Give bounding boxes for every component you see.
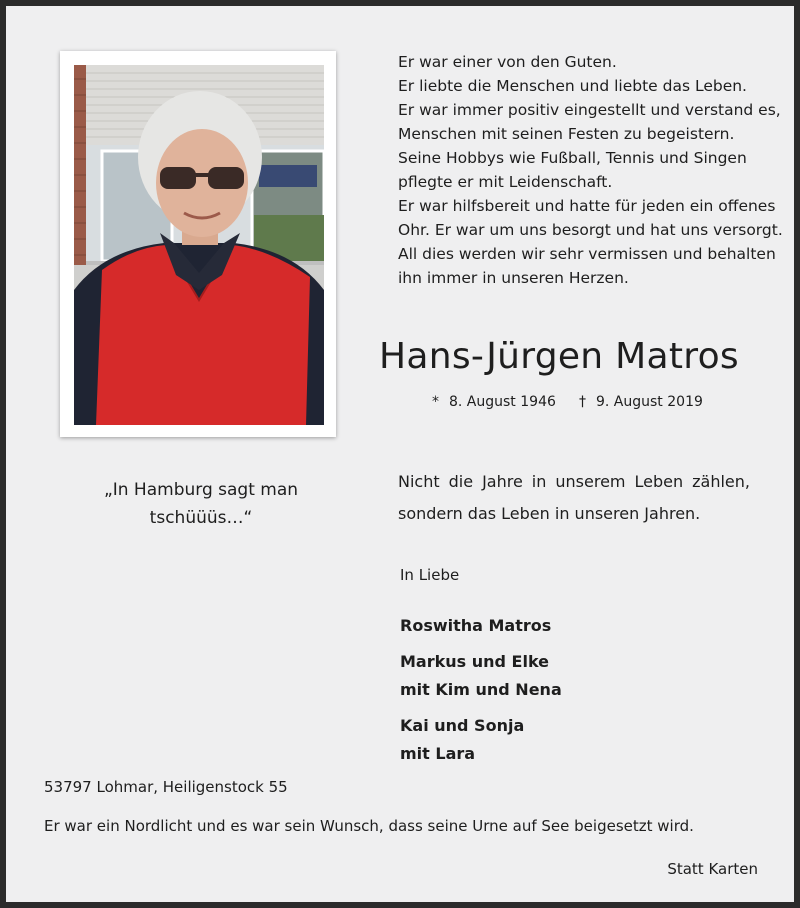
saying-line: Nicht die Jahre in unserem Leben zählen, (398, 472, 750, 491)
death-date (579, 394, 703, 410)
mourner-name: mit Kim und Nena (400, 680, 562, 699)
poem-line: Er war einer von den Guten. (398, 53, 617, 71)
portrait-photo (74, 65, 324, 425)
quote-line: „In Hamburg sagt man (103, 480, 299, 500)
poem-line: Er war hilfsbereit und hatte für jeden ein offenes (398, 197, 776, 215)
poem-line: Seine Hobbys wie Fußball, Tennis und Singen (398, 149, 747, 167)
quote-line: tschüüüs…“ (149, 508, 253, 528)
statt-karten-note: Statt Karten (667, 860, 758, 878)
birth-symbol: * (432, 394, 439, 410)
poem-line: Menschen mit seinen Festen zu begeistern. (398, 125, 735, 143)
poem-line: Er war immer positiv eingestellt und verstand es, (398, 101, 781, 119)
cross-symbol: † (579, 394, 586, 410)
poem-line: Ohr. Er war um uns besorgt und hat uns versorgt. (398, 221, 783, 239)
deceased-name: Hans-Jürgen Matros (379, 336, 739, 377)
mourner-name: mit Lara (400, 744, 476, 763)
saying-line: sondern das Leben in unseren Jahren. (398, 504, 701, 523)
poem-line: Er liebte die Menschen und liebte das Leben. (398, 77, 747, 95)
death-date-text: 9. August 2019 (596, 394, 703, 410)
poem-line: ihn immer in unseren Herzen. (398, 269, 629, 287)
saying (398, 466, 750, 530)
mourners-list (400, 612, 562, 768)
poem-line: All dies werden wir sehr vermissen und behalten (398, 245, 776, 263)
in-liebe-label: In Liebe (400, 566, 460, 584)
poem-line: pflegte er mit Leidenschaft. (398, 173, 613, 191)
poem (398, 50, 783, 290)
mourner-name: Markus und Elke (400, 652, 550, 671)
address: 53797 Lohmar, Heiligenstock 55 (44, 778, 288, 796)
hamburg-quote (76, 476, 326, 532)
mourner-name: Kai und Sonja (400, 716, 525, 735)
obituary-notice (6, 6, 794, 902)
portrait-frame (60, 51, 336, 437)
birth-date-text: 8. August 1946 (449, 394, 556, 410)
burial-wish: Er war ein Nordlicht und es war sein Wunsch, dass seine Urne auf See beigesetzt wird. (44, 817, 694, 835)
birth-date (432, 394, 556, 410)
mourner-name: Roswitha Matros (400, 616, 552, 635)
